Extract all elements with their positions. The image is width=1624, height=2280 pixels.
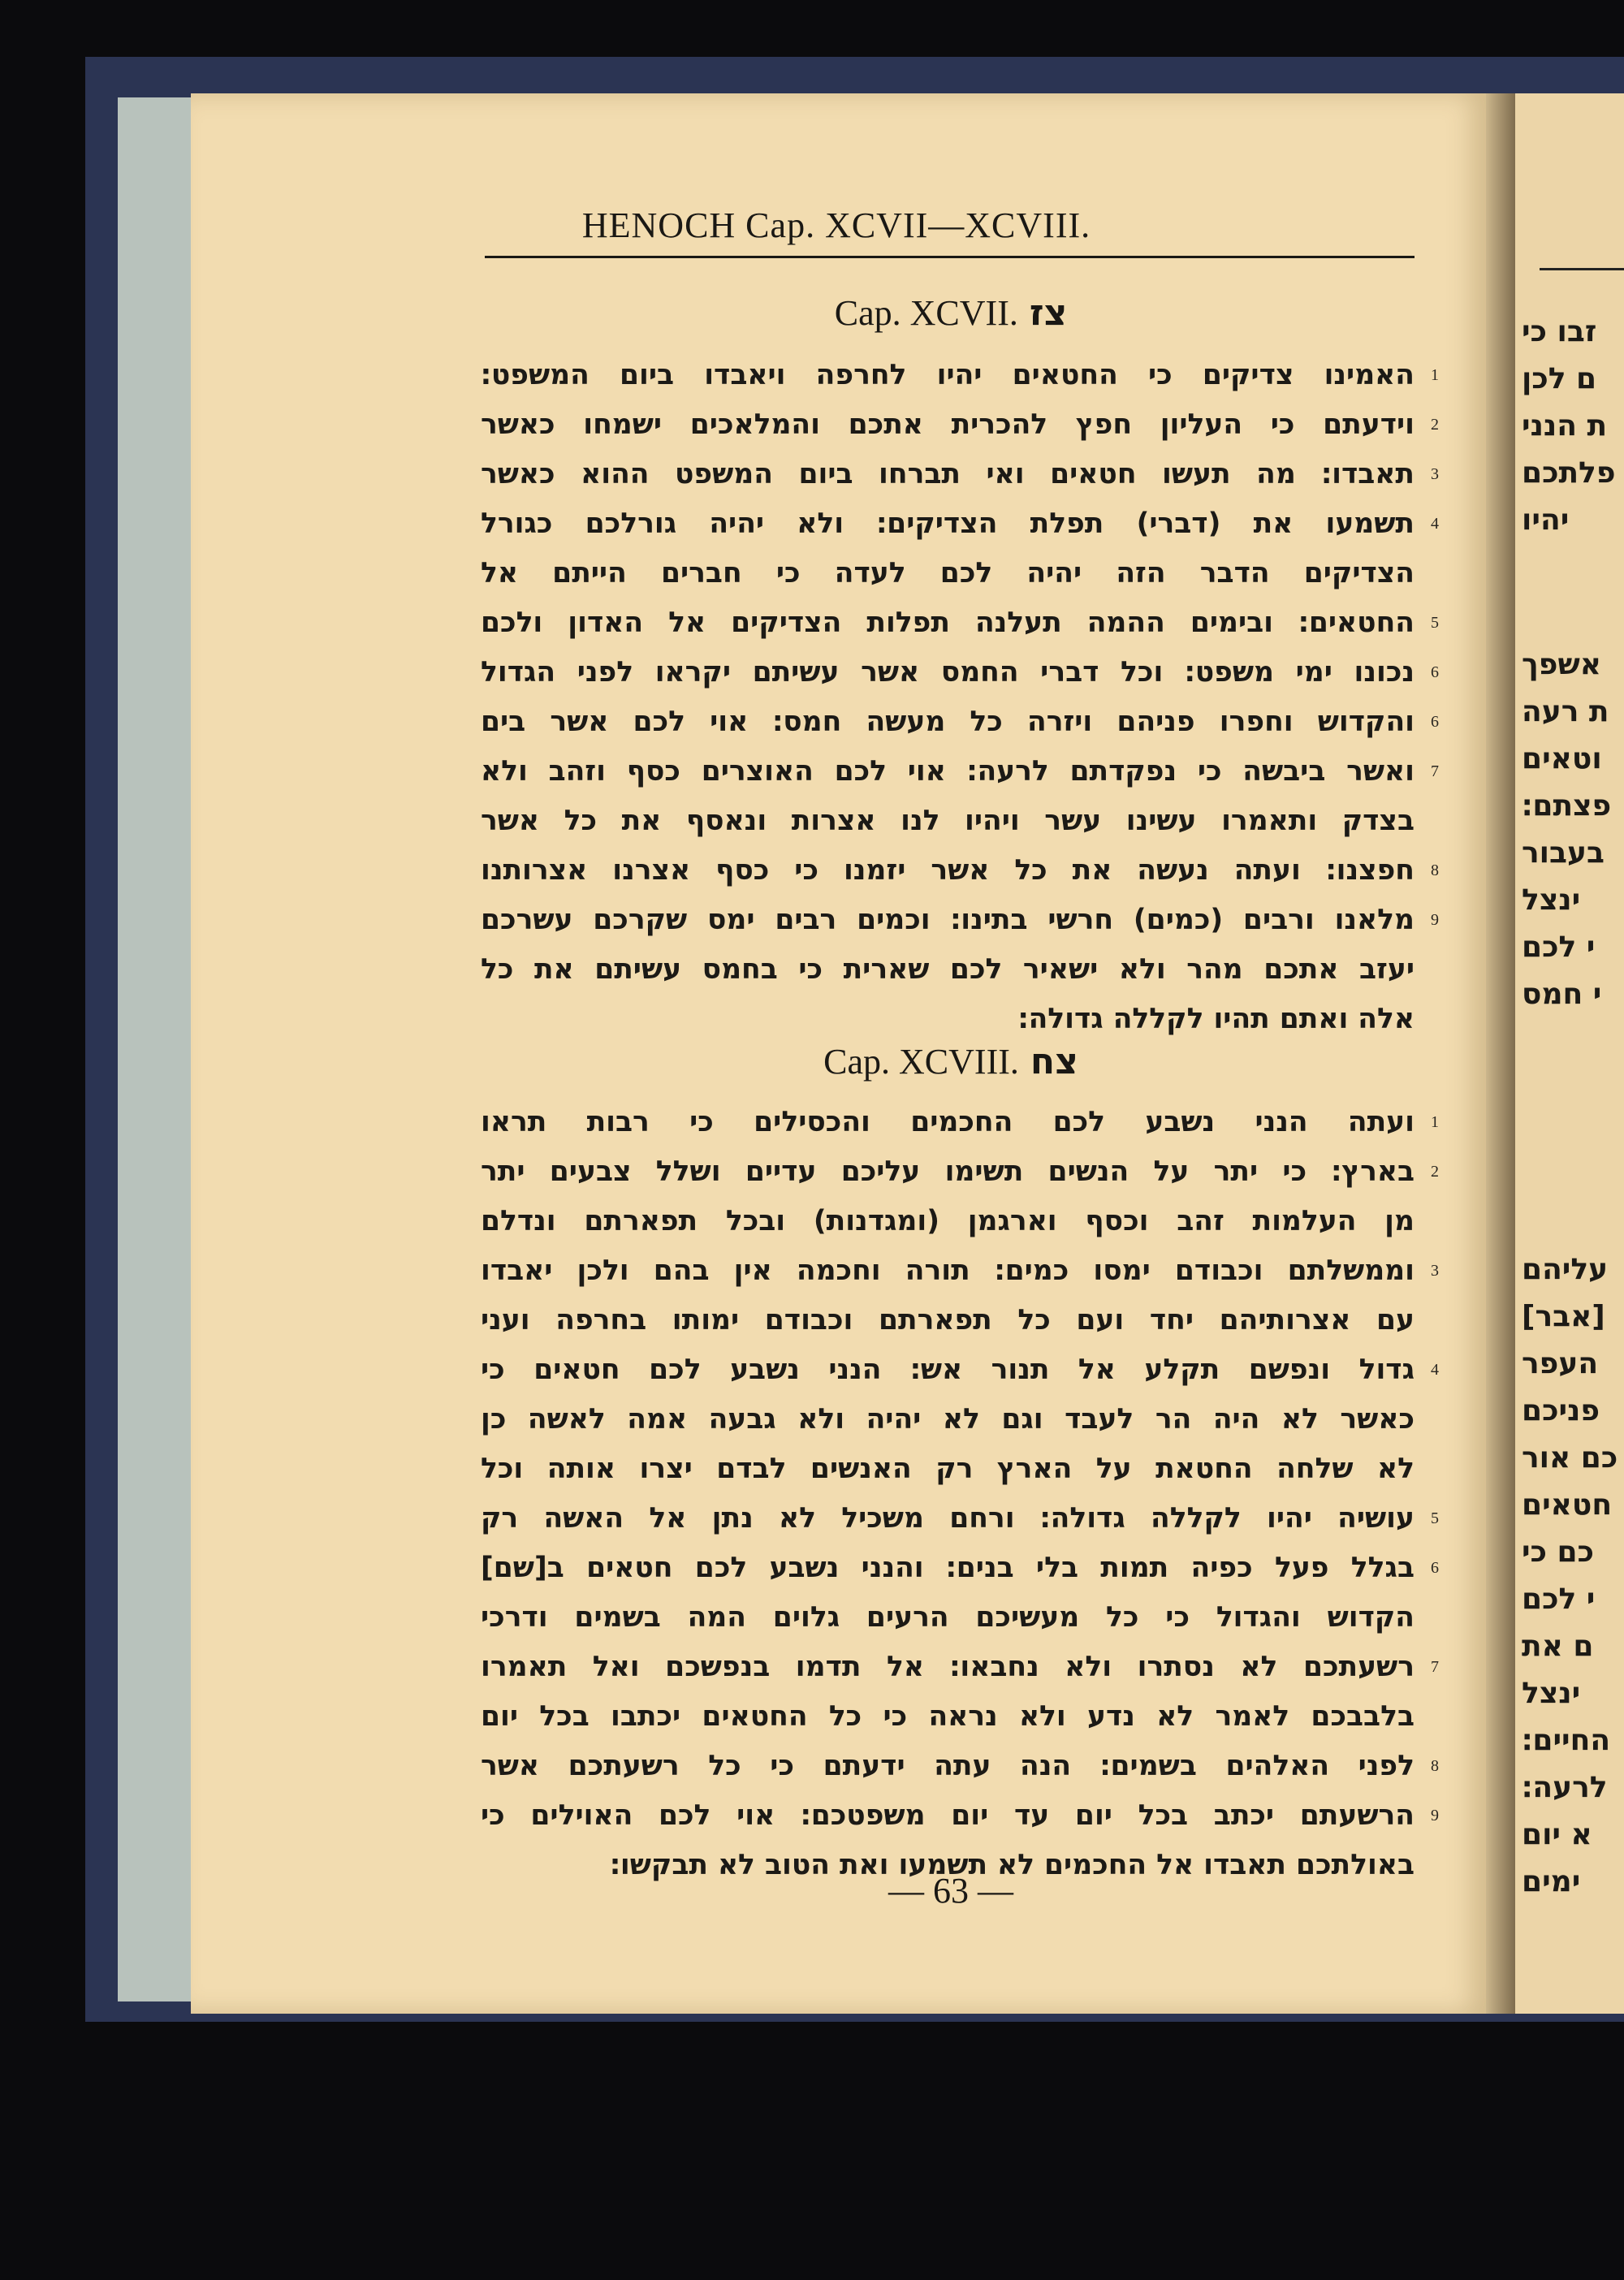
verse-number: 5 [1431,614,1439,632]
text-line [481,1692,1415,1742]
hebrew-text-line: ואשר ביבשה כי נפקדתם לרעה׃ אוי לכם האוצרים כסף וזהב ולא [481,755,1415,788]
hebrew-text-line: תשמעו את (דברי) תפלת הצדיקים׃ ולא יהיה גורלכם כגורל [481,507,1415,540]
text-line [481,747,1439,797]
facing-page-fragment: ינצל [1522,1677,1581,1710]
text-line [481,846,1439,896]
verse-number: 2 [1431,1163,1439,1181]
page-number: — 63 — [888,1871,1013,1911]
hebrew-text-line: הצדיקים הדבר הזה יהיה לכם לעדה כי חברים הייתם אל [481,557,1415,589]
text-line [481,1791,1439,1841]
text-line [481,896,1439,945]
text-line [481,1098,1439,1147]
hebrew-text-line: מן העלמות זהב וכסף וארגמן (ומגדנות) ובכל תפארתם ונדלם [481,1205,1415,1237]
page-gutter [1486,93,1515,2014]
verse-number: 8 [1431,861,1439,879]
verse-number: 6 [1431,1559,1439,1577]
facing-page-fragment: י לכם [1522,931,1596,964]
facing-page-fragment: פצתם׃ [1522,789,1612,823]
hebrew-text-line: לא שלחה החטאת על הארץ רק האנשים לבדם יצרו אותה וכל [481,1453,1415,1485]
text-line [481,400,1439,450]
text-line [481,1246,1439,1296]
chapter-heading-98 [487,1041,1415,1082]
hebrew-text-line: יעזב אתכם מהר ולא ישאיר לכם שארית כי בחמס עשיתם את כל [481,953,1415,986]
hebrew-text-line: הקדוש והגדול כי כל מעשיכם הרעים גלוים המה בשמים ודרכי [481,1601,1415,1634]
chapter-hebrew-number: צח [1030,1041,1078,1082]
hebrew-text-line: בארץ׃ כי יתר על הנשים תשימו עליכם עדיים ושלל צבעים יתר [481,1155,1415,1188]
hebrew-text-line: הרשעתם יכתב בכל יום עד יום משפטכם׃ אוי לכם האוילים כי [481,1799,1415,1832]
text-line [481,797,1415,846]
facing-page-fragment: ינצל [1522,883,1581,917]
verse-number: 8 [1431,1757,1439,1775]
facing-page-text [1515,309,1624,1018]
hebrew-text-line: בגלל פעל כפיה תמות בלי בנים׃ והנני נשבע לכם חטאים ב[שם] [481,1552,1415,1584]
facing-page-fragment: לרעה׃ [1522,1771,1608,1804]
facing-page-fragment: ת הנני [1522,409,1608,443]
chapter-heading-97 [487,292,1415,334]
hebrew-text-line: ועתה הנני נשבע לכם החכמים והכסילים כי רבות תראו [481,1106,1415,1138]
hebrew-text-line: וידעתם כי העליון חפץ להכרית אתכם והמלאכים ישמחו כאשר [481,408,1415,441]
text-line [481,1147,1439,1197]
text-line [481,945,1415,995]
facing-page-rule [1540,268,1624,270]
chapter-hebrew-number: צז [1029,292,1068,334]
hebrew-text-line: רשעתכם לא נסתרו ולא נחבאו׃ אל תדמו בנפשכם ואל תאמרו [481,1651,1415,1683]
text-line [481,351,1439,400]
verse-number: 7 [1431,762,1439,780]
facing-page-fragment: אשפך [1522,648,1601,681]
chapter-97-text [481,351,1439,1044]
text-line [481,549,1415,598]
text-line [481,1444,1415,1494]
hebrew-text-line: עושיה יהיו לקללה גדולה׃ ורחם משכיל לא נתן אל האשה רק [481,1502,1415,1535]
verse-number: 2 [1431,416,1439,434]
facing-page-fragment: עליהם [1522,1253,1609,1286]
running-head: HENOCH Cap. XCVII—XCVIII. [581,205,1091,245]
text-line [481,1593,1415,1643]
hebrew-text-line: חפצנו׃ ועתה נעשה את כל אשר יזמנו כי כסף אצרנו אצרותנו [481,854,1415,887]
text-line [481,697,1439,747]
facing-page-fragment: י לכם [1522,1583,1596,1616]
facing-page-fragment: א יום [1522,1818,1592,1851]
text-line [481,499,1439,549]
facing-page-fragment: פניכם [1522,1394,1600,1427]
hebrew-text-line: מלאנו ורבים (כמים) חרשי בתינו׃ וכמים רבים ימס שקרכם עשרכם [481,904,1415,936]
text-line [481,1395,1415,1444]
text-line [481,995,1415,1044]
facing-page-fragment: וטאים [1522,742,1602,775]
facing-page-fragment: פלתכם [1522,456,1616,490]
text-line [481,1742,1439,1791]
text-line [481,598,1439,648]
hebrew-text-line: האמינו צדיקים כי החטאים יהיו לחרפה ויאבדו ביום המשפט׃ [481,359,1415,391]
verse-number: 9 [1431,911,1439,929]
verse-number: 5 [1431,1509,1439,1527]
hebrew-text-line: עם אצרותיהם יחד ועם כל תפארתם וכבודם ימותו בחרפה ועני [481,1304,1415,1336]
facing-page-text-lower [1515,1246,1624,1906]
hebrew-text-line: החטאים׃ ובימים ההמה תעלנה תפלות הצדיקים אל האדון ולכם [481,607,1415,639]
verse-number: 7 [1431,1658,1439,1676]
verse-number: 6 [1431,663,1439,681]
text-line [481,648,1439,697]
hebrew-text-line: כאשר לא היה הר לעבד וגם לא יהיה ולא גבעה אמה לאשה כן [481,1403,1415,1436]
facing-page-fragment: יהיו [1522,503,1570,537]
facing-page-fragment: ם לכן [1522,362,1597,395]
text-line [481,1494,1439,1544]
chapter-label: Cap. XCVIII. [823,1042,1019,1082]
facing-page-fragment: כם אור [1522,1441,1618,1475]
chapter-98-text [481,1098,1439,1890]
hebrew-text-line: באולתכם תאבדו אל החכמים לא תשמעו ואת הטוב לא תבקשו׃ [610,1849,1415,1881]
facing-page-fragment: ת רעה [1522,695,1609,728]
binding-strip [118,97,199,2001]
hebrew-text-line: בצדק ותאמרו עשינו עשר ויהיו לנו אצרות ונאסף את כל אשר [481,805,1415,837]
hebrew-text-line: נכונו ימי משפט׃ וכל דברי החמס אשר עשיתם יקראו לפני הגדול [481,656,1415,689]
text-line [481,1544,1439,1593]
hebrew-text-line: בלבבכם לאמר לא נדע ולא נראה כי כל החטאים יכתבו בכל יום [481,1700,1415,1733]
verse-number: 6 [1431,713,1439,731]
facing-page-gap [1515,544,1624,641]
facing-page-fragment: [אבר] [1522,1300,1605,1333]
verse-number: 9 [1431,1807,1439,1824]
hebrew-text-line: תאבדו׃ מה תעשו חטאים ואי תברחו ביום המשפט ההוא כאשר [481,458,1415,490]
verse-number: 3 [1431,465,1439,483]
hebrew-text-line: גדול ונפשם תקלע אל תנור אש׃ הנני נשבע לכם חטאים כי [481,1354,1415,1386]
hebrew-text-line: אלה ואתם תהיו לקללה גדולה׃ [1017,1003,1415,1035]
text-line [481,1643,1439,1692]
chapter-label: Cap. XCVII. [834,293,1018,333]
hebrew-text-line: וממשלתם וכבודם ימסו כמים׃ תורה וחכמה אין בהם ולכן יאבדו [481,1254,1415,1287]
verse-number: 3 [1431,1262,1439,1280]
facing-page-fragment: ם את [1522,1630,1594,1663]
verse-number: 4 [1431,515,1439,533]
facing-page-fragment: העפר [1522,1347,1599,1380]
facing-page-fragment: זבו כי [1522,315,1597,348]
header-rule [485,256,1415,258]
hebrew-text-line: לפני האלהים בשמים׃ הנה עתה ידעתם כי כל רשעתכם אשר [481,1750,1415,1782]
verse-number: 4 [1431,1361,1439,1379]
facing-page-fragment: חטאים [1522,1488,1613,1522]
facing-page-fragment: ימים [1522,1865,1581,1898]
verse-number: 1 [1431,366,1439,384]
facing-page-fragment: החיים׃ [1522,1724,1611,1757]
text-line [481,1296,1415,1345]
hebrew-text-line: והקדוש וחפרו פניהם ויזרה כל מעשה חמס׃ אוי לכם אשר בים [481,706,1415,738]
facing-page-fragment: י חמס [1522,978,1602,1011]
text-line [481,1345,1439,1395]
verse-number: 1 [1431,1113,1439,1131]
facing-page-fragment: בעבור [1522,836,1605,870]
facing-page-fragment: כם כי [1522,1535,1594,1569]
text-line [481,1197,1415,1246]
facing-page-edge [1515,93,1624,2014]
text-line [481,450,1439,499]
